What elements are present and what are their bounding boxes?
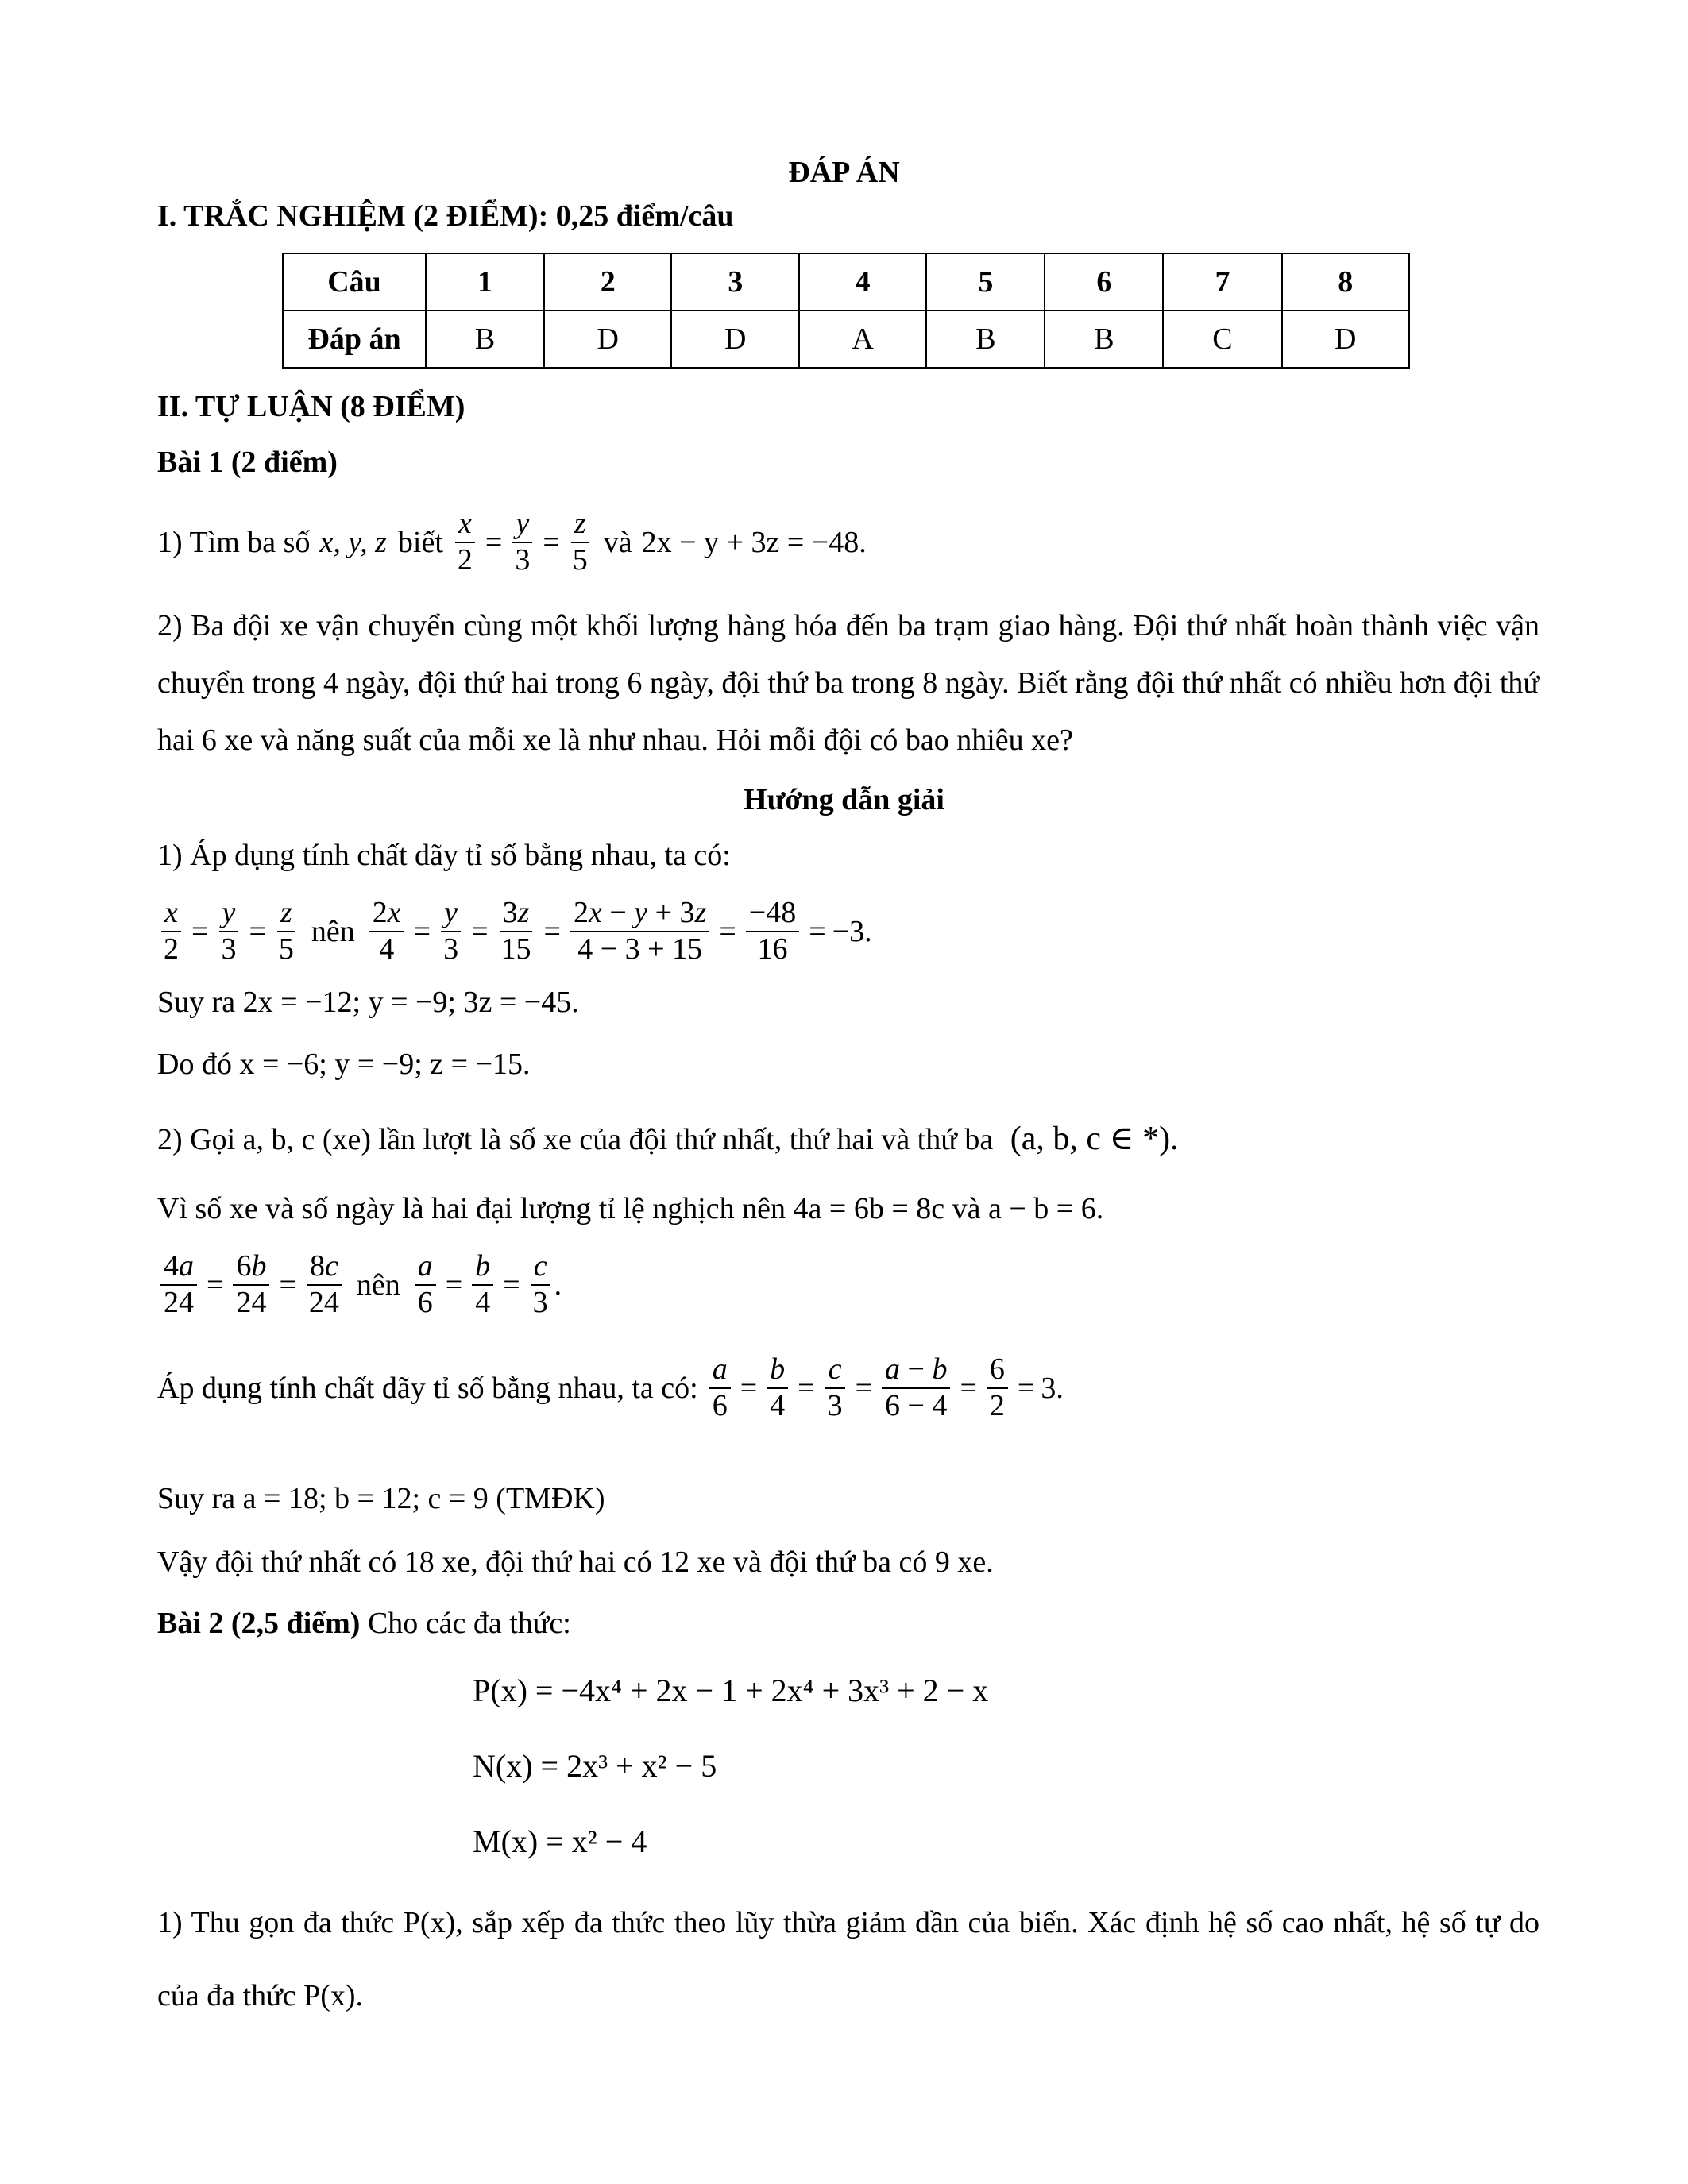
fraction: $\frac{a}{6}$ bbox=[415, 1251, 436, 1319]
table-cell: D bbox=[544, 311, 671, 368]
solution1-result2: Do đó x = −6; y = −9; z = −15. bbox=[157, 1048, 531, 1081]
solution1-equation: $\frac{x}{2}$ = $\frac{y}{3}$ = $\frac{z}{5}$ nên $\frac{2x}{4}$ = $\frac{y}{3}$ = $\frac{3z}{15}$ = $\frac{2x - y + 3z}{4 - 3 + 15}$ = $\frac{-48}{16}$ = −3. bbox=[157, 897, 872, 966]
fraction: $\frac{2x - y + 3z}{4 - 3 + 15}$ bbox=[570, 897, 709, 966]
table-cell: 1 bbox=[426, 253, 544, 311]
bai1-question-1: 1) Tìm ba số x, y, z biết $\frac{x}{2}$ = $\frac{y}{3}$ = $\frac{z}{5}$ và 2x − y + 3z = −48. bbox=[157, 507, 867, 577]
table-cell: D bbox=[1282, 311, 1410, 368]
table-cell: 2 bbox=[544, 253, 671, 311]
s2-intro-text: 2) Gọi a, b, c (xe) lần lượt là số xe của đội thứ nhất, thứ hai và thứ ba bbox=[157, 1123, 994, 1156]
table-header-cell: Đáp án bbox=[283, 311, 426, 368]
s2-apply: Áp dụng tính chất dãy tỉ số bằng nhau, ta có: bbox=[157, 1371, 698, 1405]
q1-vars: x, y, z bbox=[319, 525, 387, 559]
fraction: $\frac{c}{3}$ bbox=[825, 1354, 846, 1422]
fraction: $\frac{x}{2}$ bbox=[454, 508, 476, 577]
page-title: ĐÁP ÁN bbox=[788, 156, 900, 189]
fraction: $\frac{-48}{16}$ bbox=[746, 897, 799, 966]
s2-nen: nên bbox=[356, 1268, 400, 1302]
q1-biet: biết bbox=[397, 525, 443, 559]
table-cell: B bbox=[1045, 311, 1163, 368]
fraction: $\frac{y}{3}$ bbox=[218, 897, 239, 966]
fraction: $\frac{2x}{4}$ bbox=[369, 897, 404, 966]
bai1-question-2: 2) Ba đội xe vận chuyển cùng một khối lượng hàng hóa đến ba trạm giao hàng. Đội thứ nhất hoàn thành việc vận chuyển trong 4 ngày, đội thứ hai trong 6 ngày, đội thứ ba trong 8 ngày. Biết rằng đội thứ nhất có nhiều hơn đội thứ hai 6 xe và năng suất của mỗi xe là như nhau. Hỏi mỗi đội có bao nhiêu xe? bbox=[157, 609, 1539, 757]
table-cell: 3 bbox=[671, 253, 798, 311]
fraction: $\frac{8c}{24}$ bbox=[306, 1251, 342, 1319]
table-cell: A bbox=[799, 311, 926, 368]
polynomial-n: N(x) = 2x³ + x² − 5 bbox=[473, 1748, 717, 1784]
fraction: $\frac{x}{2}$ bbox=[160, 897, 182, 966]
guide-heading: Hướng dẫn giải bbox=[744, 783, 944, 816]
s2-condition: (a, b, c ∈ *). bbox=[1010, 1121, 1179, 1157]
table-cell: 7 bbox=[1163, 253, 1281, 311]
answer-table bbox=[282, 253, 1410, 369]
fraction: $\frac{6}{2}$ bbox=[987, 1354, 1008, 1422]
solution2-intro bbox=[157, 1118, 1179, 1158]
table-cell: D bbox=[671, 311, 798, 368]
fraction: $\frac{z}{5}$ bbox=[572, 507, 588, 577]
table-cell: B bbox=[426, 311, 544, 368]
solution1-intro: 1) Áp dụng tính chất dãy tỉ số bằng nhau, ta có: bbox=[157, 839, 731, 872]
bai2-heading: Bài 2 (2,5 điểm) bbox=[157, 1607, 361, 1640]
table-cell: C bbox=[1163, 311, 1281, 368]
table-cell: 6 bbox=[1045, 253, 1163, 311]
solution2-result: Suy ra a = 18; b = 12; c = 9 (TMĐK) bbox=[157, 1482, 605, 1515]
solution2-equation1: $\frac{4a}{24}$ = $\frac{6b}{24}$ = $\frac{8c}{24}$ nên $\frac{a}{6}$ = $\frac{b}{4}$ = $\frac{c}{3}$ . bbox=[157, 1251, 562, 1319]
table-cell: 8 bbox=[1282, 253, 1410, 311]
q1-text: 1) Tìm ba số bbox=[157, 525, 311, 559]
table-row bbox=[283, 253, 1409, 311]
fraction: $\frac{3z}{15}$ bbox=[500, 896, 531, 966]
fraction: $\frac{a - b}{6 - 4}$ bbox=[882, 1354, 950, 1422]
polynomial-p: P(x) = −4x⁴ + 2x − 1 + 2x⁴ + 3x³ + 2 − x bbox=[473, 1673, 989, 1708]
fraction: $\frac{6b}{24}$ bbox=[233, 1251, 269, 1319]
solution2-conclusion: Vậy đội thứ nhất có 18 xe, đội thứ hai có 12 xe và đội thứ ba có 9 xe. bbox=[157, 1545, 994, 1579]
section1-heading: I. TRẮC NGHIỆM (2 ĐIỂM): 0,25 điểm/câu bbox=[157, 199, 734, 233]
q1-equation: 2x − y + 3z = −48. bbox=[641, 525, 867, 559]
fraction: $\frac{b}{4}$ bbox=[767, 1354, 788, 1422]
bai2-intro-line bbox=[157, 1606, 571, 1641]
solution1-result1: Suy ra 2x = −12; y = −9; 3z = −45. bbox=[157, 986, 579, 1019]
fraction: $\frac{c}{3}$ bbox=[530, 1251, 551, 1319]
section2-heading: II. TỰ LUẬN (8 ĐIỂM) bbox=[157, 390, 465, 423]
bai1-heading: Bài 1 (2 điểm) bbox=[157, 446, 338, 479]
solution2-equation2: Áp dụng tính chất dãy tỉ số bằng nhau, ta có: $\frac{a}{6}$ = $\frac{b}{4}$ = $\frac{c}{3}$ = $\frac{a - b}{6 - 4}$ = $\frac{6}{2}$ = 3. bbox=[157, 1352, 1064, 1422]
fraction: $\frac{b}{4}$ bbox=[472, 1251, 493, 1319]
s1-nen: nên bbox=[311, 914, 355, 948]
bai2-question-1: 1) Thu gọn đa thức P(x), sắp xếp đa thức theo lũy thừa giảm dần của biến. Xác định hệ số cao nhất, hệ số tự do của đa thức P(x). bbox=[157, 1906, 1539, 2012]
solution2-line2: Vì số xe và số ngày là hai đại lượng tỉ lệ nghịch nên 4a = 6b = 8c và a − b = 6. bbox=[157, 1192, 1104, 1225]
fraction: $\frac{y}{3}$ bbox=[512, 508, 533, 577]
bai2-intro: Cho các đa thức: bbox=[367, 1607, 571, 1640]
table-cell: 4 bbox=[799, 253, 926, 311]
fraction: $\frac{z}{5}$ bbox=[278, 896, 294, 966]
q1-va: và bbox=[603, 525, 632, 559]
table-header-cell: Câu bbox=[283, 253, 426, 311]
fraction: $\frac{4a}{24}$ bbox=[160, 1251, 197, 1319]
table-cell: 5 bbox=[926, 253, 1045, 311]
table-row bbox=[283, 311, 1409, 368]
table-cell: B bbox=[926, 311, 1045, 368]
polynomial-m: M(x) = x² − 4 bbox=[473, 1823, 647, 1859]
fraction: $\frac{y}{3}$ bbox=[440, 897, 462, 966]
fraction: $\frac{a}{6}$ bbox=[709, 1354, 731, 1422]
